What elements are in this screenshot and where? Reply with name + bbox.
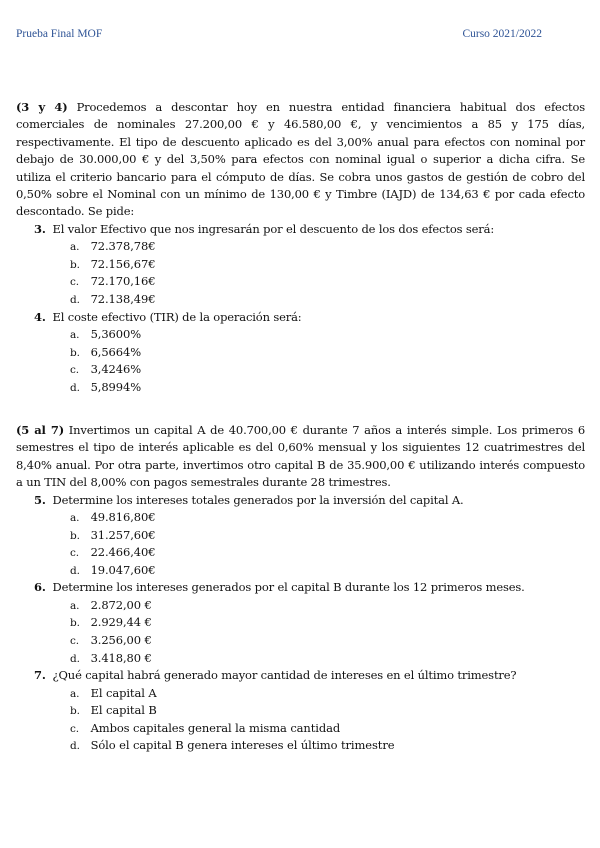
problem-statement [16, 99, 585, 221]
answer-option[interactable] [16, 291, 585, 309]
option-letter: c. [70, 276, 80, 289]
option-letter: d. [70, 381, 80, 394]
answer-options [16, 326, 585, 396]
question-5 [16, 492, 585, 509]
problem-block-3-4 [16, 99, 585, 396]
option-text: 3,4246% [90, 362, 142, 377]
option-letter: c. [70, 635, 80, 647]
question-text: El coste efectivo (TIR) de la operación será: [52, 309, 302, 324]
question-3 [16, 221, 585, 238]
option-text: 19.047,60€ [90, 562, 156, 577]
question-4 [16, 309, 585, 326]
option-letter: d. [70, 652, 80, 665]
option-letter: c. [70, 364, 80, 377]
problem-text: Invertimos un capital A de 40.700,00 € durante 7 años a interés simple. Los primeros 6 semestres el tipo de interés aplicable es del 0,60% mensual y los siguientes 12 cuatrimestres del 8,40% anual. Por otra parte, invertimos otro capital B de 35.900,00 € utilizando interés compuesto a un TIN del 8,00% con pagos semestrales durante 28 trimestres. [16, 423, 585, 490]
question-7 [16, 667, 585, 684]
option-letter: d. [70, 740, 80, 753]
option-text: El capital A [90, 685, 157, 700]
question-text: Determine los intereses generados por el capital B durante los 12 primeros meses. [52, 580, 525, 595]
option-text: 72.378,78€ [90, 239, 156, 254]
answer-option[interactable] [16, 527, 585, 545]
option-text: 2.929,44 € [90, 615, 152, 630]
option-letter: a. [70, 329, 80, 342]
problem-tag: (5 al 7) [16, 423, 64, 437]
option-letter: b. [70, 617, 80, 630]
answer-options [16, 597, 585, 667]
answer-option[interactable] [16, 737, 585, 755]
option-letter: b. [70, 346, 80, 359]
answer-option[interactable] [16, 273, 585, 291]
header-course-title: Prueba Final MOF [16, 28, 103, 40]
option-letter: a. [70, 241, 80, 254]
answer-option[interactable] [16, 632, 585, 650]
answer-options [16, 685, 585, 755]
option-text: 72.138,49€ [90, 292, 156, 307]
option-letter: d. [70, 294, 80, 307]
problem-text: Procedemos a descontar hoy en nuestra entidad financiera habitual dos efectos comerciales de nominales 27.200,00 € y 46.580,00 €, y vencimientos a 85 y 175 días, respectivamente. El tipo de descuento aplicado es del 3,00% anual para efectos con nominal por debajo de 30.000,00 € y del 3,50% para efectos con nominal igual o superior a dicha cifra. Se utiliza el criterio bancario para el cómputo de días. Se cobra unos gastos de gestión de cobro del 0,50% sobre el Nominal con un mínimo de 130,00 € y Timbre (IAJD) de 134,63 € por cada efecto descontado. Se pide: [16, 100, 586, 219]
page-header [16, 28, 542, 40]
option-text: Sólo el capital B genera intereses el último trimestre [90, 738, 395, 753]
answer-option[interactable] [16, 544, 585, 562]
option-text: 3.256,00 € [90, 633, 152, 647]
answer-option[interactable] [16, 614, 585, 632]
option-text: 22.466,40€ [90, 545, 156, 560]
option-letter: a. [70, 687, 80, 700]
answer-options [16, 238, 585, 308]
option-text: 5,8994% [90, 379, 142, 394]
option-text: 2.872,00 € [90, 597, 152, 612]
option-text: 49.816,80€ [90, 510, 156, 525]
question-text: El valor Efectivo que nos ingresarán por el descuento de los dos efectos será: [52, 221, 495, 236]
option-text: 5,3600% [90, 327, 142, 342]
question-number: 6. [34, 580, 46, 595]
option-letter: d. [70, 564, 80, 577]
answer-option[interactable] [16, 720, 585, 738]
answer-option[interactable] [16, 509, 585, 527]
answer-option[interactable] [16, 238, 585, 256]
question-text: Determine los intereses totales generados por la inversión del capital A. [52, 492, 464, 507]
answer-options [16, 509, 585, 579]
question-number: 3. [34, 221, 46, 236]
header-course-year: Curso 2021/2022 [462, 28, 542, 40]
answer-option[interactable] [16, 685, 585, 703]
answer-option[interactable] [16, 326, 585, 344]
problem-tag: (3 y 4) [16, 100, 68, 114]
answer-option[interactable] [16, 650, 585, 668]
option-letter: a. [70, 512, 80, 525]
question-number: 5. [34, 492, 46, 507]
answer-option[interactable] [16, 597, 585, 615]
option-letter: a. [70, 599, 80, 612]
option-text: El capital B [90, 703, 157, 718]
option-letter: c. [70, 722, 80, 735]
option-letter: c. [70, 547, 80, 560]
option-text: 72.170,16€ [90, 274, 156, 289]
option-text: 31.257,60€ [90, 527, 156, 542]
option-letter: b. [70, 529, 80, 542]
answer-option[interactable] [16, 379, 585, 397]
question-6 [16, 579, 585, 596]
answer-option[interactable] [16, 344, 585, 362]
problem-block-5-7 [16, 422, 585, 755]
question-text: ¿Qué capital habrá generado mayor cantidad de intereses en el último trimestre? [52, 668, 517, 683]
option-letter: b. [70, 258, 80, 271]
option-letter: b. [70, 705, 80, 718]
answer-option[interactable] [16, 702, 585, 720]
answer-option[interactable] [16, 562, 585, 580]
problem-statement [16, 422, 585, 492]
option-text: 72.156,67€ [90, 256, 156, 271]
option-text: 3.418,80 € [90, 650, 152, 665]
option-text: Ambos capitales general la misma cantidad [90, 720, 341, 735]
question-number: 7. [34, 668, 46, 683]
answer-option[interactable] [16, 256, 585, 274]
answer-option[interactable] [16, 361, 585, 379]
question-number: 4. [34, 309, 46, 324]
option-text: 6,5664% [90, 344, 142, 359]
